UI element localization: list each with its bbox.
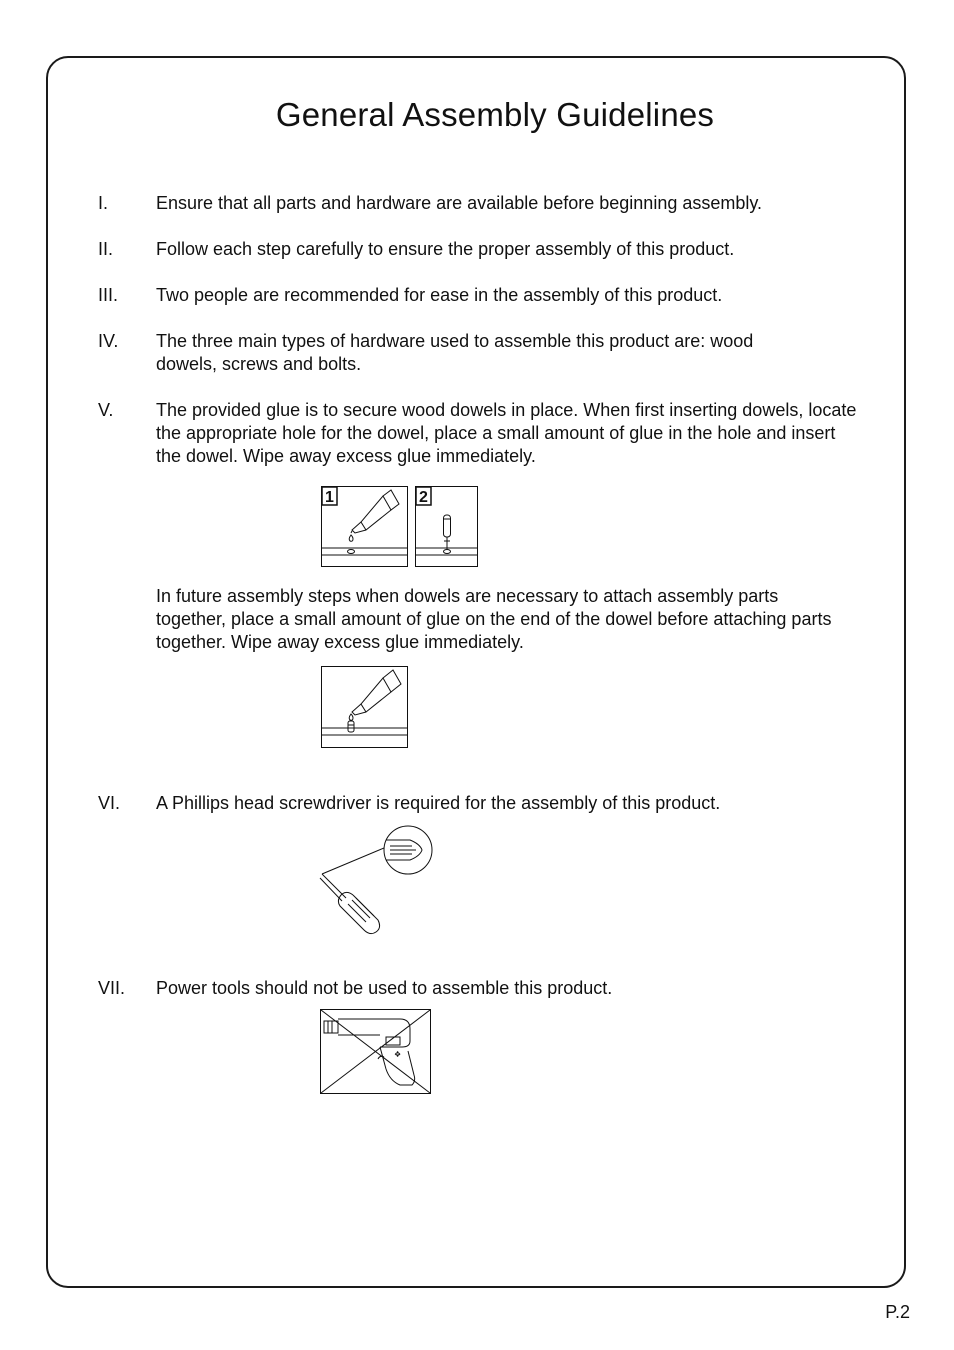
item-text: A Phillips head screwdriver is required for the assembly of this product.: [156, 793, 721, 813]
screwdriver-figure: [318, 822, 438, 937]
item-numeral: V.: [98, 400, 114, 420]
page-number: P.2: [885, 1302, 910, 1322]
item-numeral: III.: [98, 285, 119, 305]
svg-text:❖: ❖: [394, 1050, 402, 1059]
item-text: The three main types of hardware used to assemble this product are: wood dowels, screws and bolts.: [156, 331, 754, 374]
item-numeral: IV.: [98, 331, 119, 351]
item-text: Two people are recommended for ease in the assembly of this product.: [156, 285, 723, 305]
step-1-label: 1: [325, 489, 334, 506]
item-numeral: VII.: [98, 978, 126, 998]
no-power-tools-figure: [320, 1009, 432, 1095]
item-text: Follow each step carefully to ensure the proper assembly of this product.: [156, 239, 735, 259]
glue-on-dowel-figure: [321, 666, 409, 749]
step-2-label: 2: [419, 489, 428, 506]
glue-in-hole-figure: [321, 486, 409, 568]
item-text: Ensure that all parts and hardware are available before beginning assembly.: [156, 193, 763, 213]
item-text: The provided glue is to secure wood dowels in place. When first inserting dowels, locate the appropriate hole for the dowel, place a small amount of glue in the hole and insert the dowel. Wipe away excess glue immediately.: [156, 400, 857, 466]
item-text: Power tools should not be used to assemble this product.: [156, 978, 613, 998]
item-numeral: VI.: [98, 793, 121, 813]
phillips-screwdriver-icon: [320, 826, 432, 934]
insert-dowel-figure: [415, 486, 479, 568]
item-numeral: I.: [98, 193, 109, 213]
item-numeral: II.: [98, 239, 114, 259]
glue-note: In future assembly steps when dowels are necessary to attach assembly parts together, place a small amount of glue on the end of the dowel before attaching parts together. Wipe away excess glue immediately.: [156, 586, 832, 652]
page-title: General Assembly Guidelines: [275, 96, 715, 133]
